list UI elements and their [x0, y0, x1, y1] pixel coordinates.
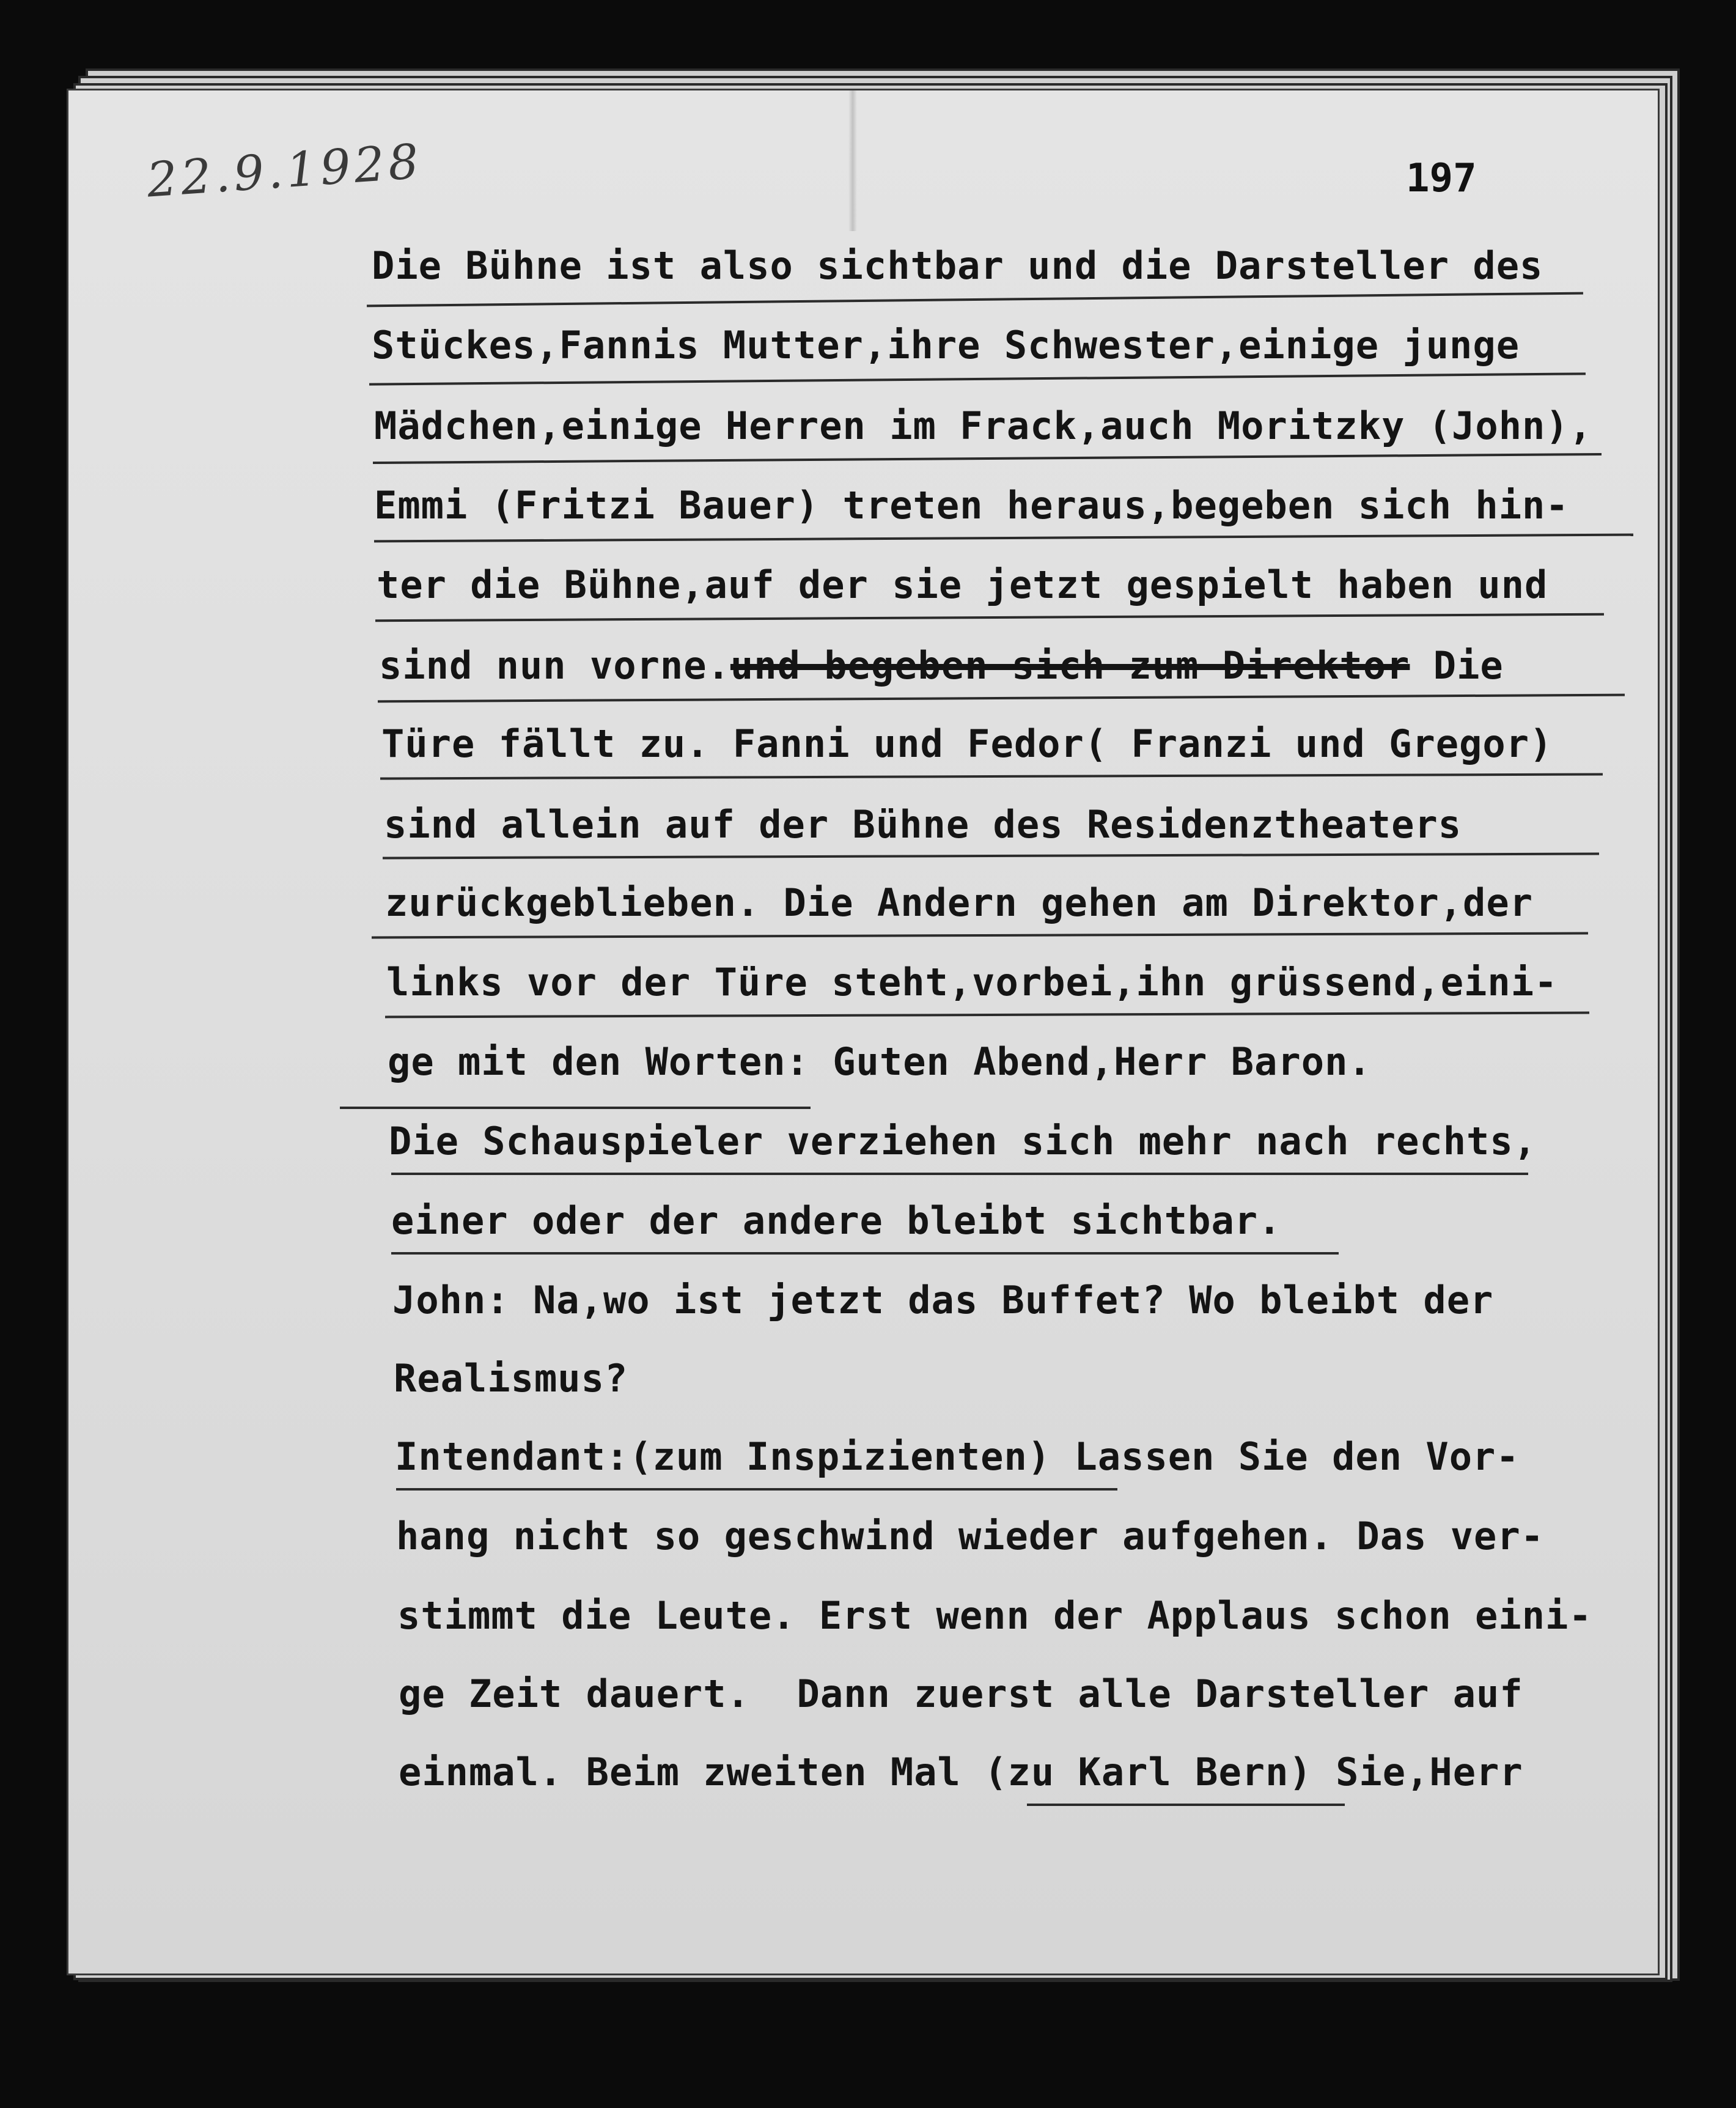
page-number: 197 [1406, 156, 1477, 201]
text-line-7: Türe fällt zu. Fanni und Fedor( Franzi und Gregor) [381, 721, 1553, 766]
text-line-4: Emmi (Fritzi Bauer) treten heraus,begeben sich hin- [374, 483, 1569, 528]
text-line-8: sind allein auf der Bühne des Residenztheaters [384, 802, 1462, 847]
text-line-3: Mädchen,einige Herren im Frack,auch Moritzky (John), [374, 404, 1593, 448]
text-line-14: John: Na,wo ist jetzt das Buffet? Wo bleibt der [392, 1278, 1494, 1322]
struck-out-text: und begeben sich zum Direktor [730, 643, 1410, 688]
text-line-19: ge Zeit dauert. Dann zuerst alle Darsteller auf [399, 1671, 1523, 1716]
text-line-9: zurückgeblieben. Die Andern gehen am Direktor,der [385, 880, 1534, 925]
text-line-10: links vor der Türe steht,vorbei,ihn grüssend,eini- [386, 960, 1558, 1004]
text-line-17: hang nicht so geschwind wieder aufgehen. Das ver- [396, 1514, 1545, 1558]
text-line-20: einmal. Beim zweiten Mal (zu Karl Bern) Sie,Herr [399, 1750, 1523, 1794]
underline-rule-14 [396, 1488, 1117, 1491]
text-line-5: ter die Bühne,auf der sie jetzt gespielt haben und [377, 562, 1548, 607]
handwritten-date: 22.9.1928 [145, 134, 424, 208]
text-line-13: einer oder der andere bleibt sichtbar. [391, 1198, 1282, 1243]
text-line-15: Realismus? [394, 1356, 628, 1401]
text-line-1: Die Bühne ist also sichtbar und die Darsteller des [372, 243, 1543, 288]
text-line-11: ge mit den Worten: Guten Abend,Herr Baron. [388, 1039, 1372, 1084]
underline-rule-11 [340, 1107, 811, 1109]
text-line-16: Intendant:(zum Inspizienten) Lassen Sie den Vor- [395, 1434, 1520, 1479]
text-line-12: Die Schauspieler verziehen sich mehr nach rechts, [389, 1119, 1537, 1163]
text-line-6-end: Die [1410, 643, 1504, 688]
text-line-2: Stückes,Fannis Mutter,ihre Schwester,einige junge [372, 323, 1520, 367]
underline-rule-15 [1027, 1804, 1345, 1806]
paper-fold [848, 90, 857, 231]
text-line-18: stimmt die Leute. Erst wenn der Applaus schon eini- [397, 1593, 1592, 1638]
text-line-6-start: sind nun vorne. [379, 643, 730, 688]
underline-rule-13 [391, 1252, 1339, 1255]
underline-rule-12 [391, 1173, 1528, 1175]
text-line-6 [379, 643, 1504, 688]
